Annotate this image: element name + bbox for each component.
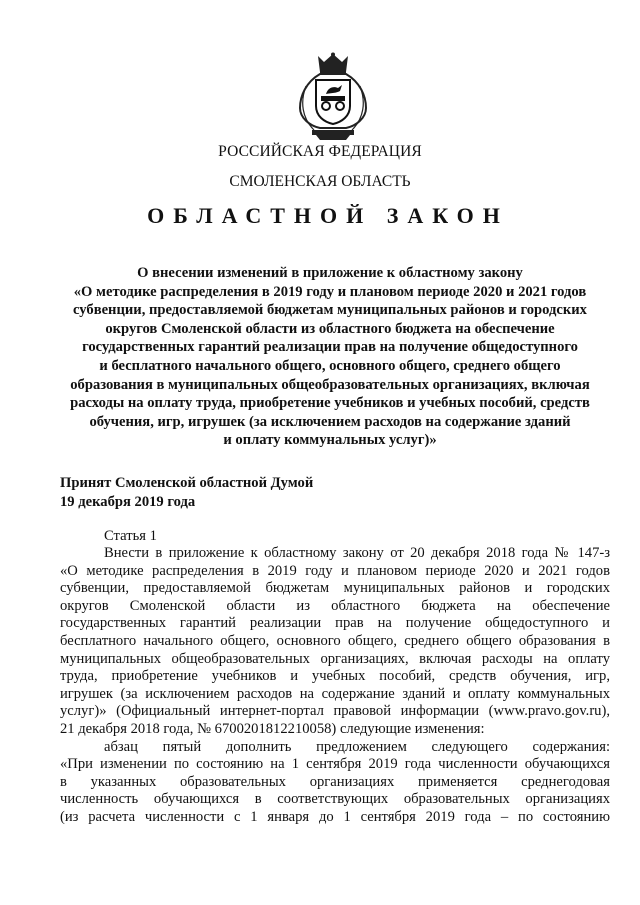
body-line: игрушек (за исключением расходов на содержание зданий и оплату коммунальных: [60, 685, 610, 702]
title-line: и бесплатного начального общего, основного общего, среднего общего: [99, 357, 561, 374]
body-line: абзац пятый дополнить предложением следующего содержания:: [104, 738, 610, 755]
body-line: в указанных образовательных организациях применяется среднегодовая: [60, 773, 610, 790]
article-body: [60, 545, 610, 827]
title-line: и оплату коммунальных услуг)»: [223, 432, 437, 449]
title-line: «О методике распределения в 2019 году и плановом периоде 2020 и 2021 годов: [73, 283, 587, 300]
body-line: численность обучающихся в соответствующих образовательных организациях: [60, 791, 610, 808]
law-title: [60, 264, 600, 450]
body-line: округов Смоленской области из областного бюджета на обеспечение: [60, 597, 610, 614]
body-line: «При изменении по состоянию на 1 сентября 2019 года численности обучающихся: [60, 756, 610, 773]
article-heading: Статья 1: [104, 528, 157, 544]
title-line: государственных гарантий реализации прав на получение общедоступного: [82, 339, 578, 356]
body-line: Внести в приложение к областному закону от 20 декабря 2018 года № 147-з: [104, 545, 610, 561]
body-line: «О методике распределения в 2019 году и плановом периоде 2020 и 2021 годов: [60, 562, 610, 579]
body-line: муниципальных общеобразовательных организациях, включая расходы на оплату: [60, 650, 610, 667]
body-line: бесплатного начального общего, основного общего, среднего общего образования в: [60, 632, 610, 649]
body-line: государственных гарантий реализации прав на получение общедоступного и: [60, 615, 610, 632]
document-type-heading: ОБЛАСТНОЙ ЗАКОН: [147, 203, 509, 228]
title-line: расходы на оплату труда, приобретение учебников и учебных пособий, средств: [70, 395, 590, 412]
title-line: О внесении изменений в приложение к областному закону: [137, 265, 523, 281]
title-line: обучения, игр, игрушек (за исключением расходов на содержание зданий: [89, 413, 571, 430]
coat-of-arms-icon: [296, 52, 370, 142]
title-line: образования в муниципальных общеобразовательных организациях, включая: [70, 376, 590, 393]
body-line: услуг)» (Официальный интернет-портал правовой информации (www.pravo.gov.ru),: [60, 703, 610, 720]
body-line: (из расчета численности с 1 января до 1 сентября 2019 года – по состоянию: [60, 808, 610, 825]
adopted-date: 19 декабря 2019 года: [60, 493, 196, 510]
adoption-note: [60, 474, 313, 511]
country-heading: РОССИЙСКАЯ ФЕДЕРАЦИЯ: [218, 143, 422, 160]
adopted-by: Принят Смоленской областной Думой: [60, 475, 314, 491]
title-line: округов Смоленской области из областного бюджета на обеспечение: [105, 320, 555, 337]
region-heading: СМОЛЕНСКАЯ ОБЛАСТЬ: [229, 173, 411, 190]
body-line: 21 декабря 2018 года, № 6700201812210058) следующие изменения:: [60, 720, 485, 737]
title-line: субвенции, предоставляемой бюджетам муниципальных районов и городских: [73, 302, 587, 319]
body-line: труда, приобретение учебников и учебных пособий, средств обучения, игр,: [60, 668, 610, 685]
body-line: субвенции, предоставляемой бюджетам муниципальных районов и городских: [60, 580, 610, 597]
